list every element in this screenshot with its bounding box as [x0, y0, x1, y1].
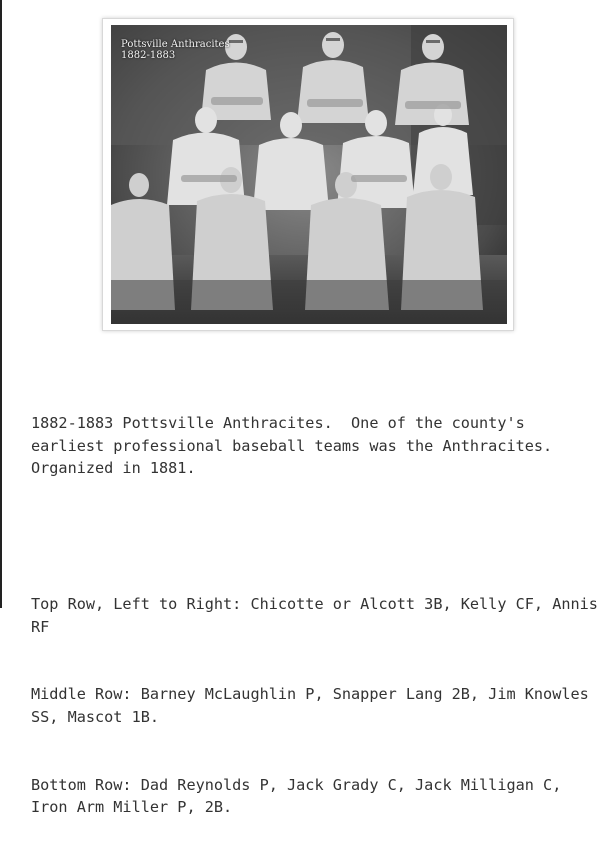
description-top-row: Top Row, Left to Right: Chicotte or Alcott 3B, Kelly CF, Annis RF — [31, 594, 608, 636]
left-border — [0, 0, 2, 608]
photo-caption-years: 1882-1883 — [121, 50, 176, 61]
team-photo — [111, 25, 507, 324]
photo-description — [31, 367, 606, 841]
photo-caption-title: Pottsville Anthracites — [121, 39, 230, 50]
description-intro: 1882-1883 Pottsville Anthracites. One of the county's earliest professional baseball teams was the Anthracites. Organized in 1881. — [31, 414, 571, 478]
description-middle-row: Middle Row: Barney McLaughlin P, Snapper Lang 2B, Jim Knowles SS, Mascot 1B. — [31, 685, 598, 726]
team-photo-frame — [102, 18, 514, 331]
description-bottom-row: Bottom Row: Dad Reynolds P, Jack Grady C, Jack Milligan C, Iron Arm Miller P, 2B. — [31, 775, 571, 817]
team-photo-image — [111, 25, 507, 324]
paragraph-spacer — [31, 525, 606, 548]
photo-caption — [121, 39, 230, 61]
